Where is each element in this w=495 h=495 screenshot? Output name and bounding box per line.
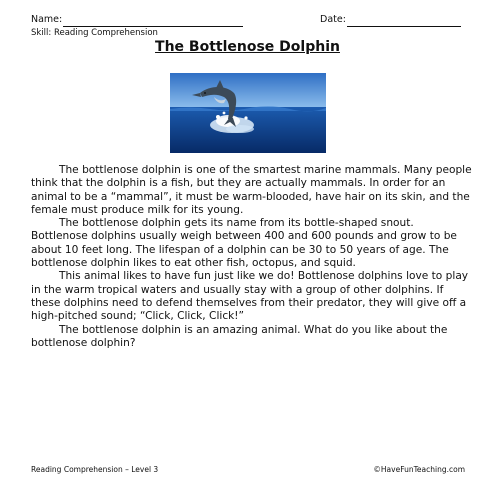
reading-passage: [31, 164, 473, 350]
skill-label: Skill: Reading Comprehension: [31, 28, 158, 38]
date-field[interactable]: [320, 13, 461, 27]
paragraph-2: The bottlenose dolphin gets its name from its bottle-shaped snout. Bottlenose dolphins usually weigh between 400 and 600 pounds and grow to be about 10 feet long. The lifespan of a dolphin can be 30 to 50 years of age. The bottlenose dolphin likes to eat other fish, octopus, and squid.: [31, 217, 457, 270]
paragraph-4: The bottlenose dolphin is an amazing animal. What do you like about the bottlenose dolphin?: [31, 323, 448, 349]
page-title: The Bottlenose Dolphin: [155, 39, 340, 55]
footer-copyright: ©HaveFunTeaching.com: [373, 465, 465, 474]
name-blank-line[interactable]: [63, 16, 243, 27]
paragraph-3: This animal likes to have fun just like we do! Bottlenose dolphins love to play in the warm tropical waters and usually stay with a group of other dolphins. If these dolphins need to defend themselves from their predator, they will give off a high-pitched sound; “Click, Click, Click!”: [31, 270, 469, 323]
dolphin-jumping-photo: [170, 73, 326, 153]
name-label: Name:: [31, 14, 63, 25]
worksheet-header: [31, 13, 463, 27]
name-field[interactable]: [31, 13, 243, 27]
footer-level: Reading Comprehension – Level 3: [31, 465, 159, 474]
paragraph-1: The bottlenose dolphin is one of the smartest marine mammals. Many people think that the dolphin is a fish, but they are actually mammals. In order for an animal to be a “mammal”, it must be warm-blooded, have hair on its skin, and the female must produce milk for its young.: [31, 164, 472, 216]
date-label: Date:: [320, 14, 346, 25]
date-blank-line[interactable]: [347, 16, 461, 27]
sky-background: [170, 73, 326, 109]
